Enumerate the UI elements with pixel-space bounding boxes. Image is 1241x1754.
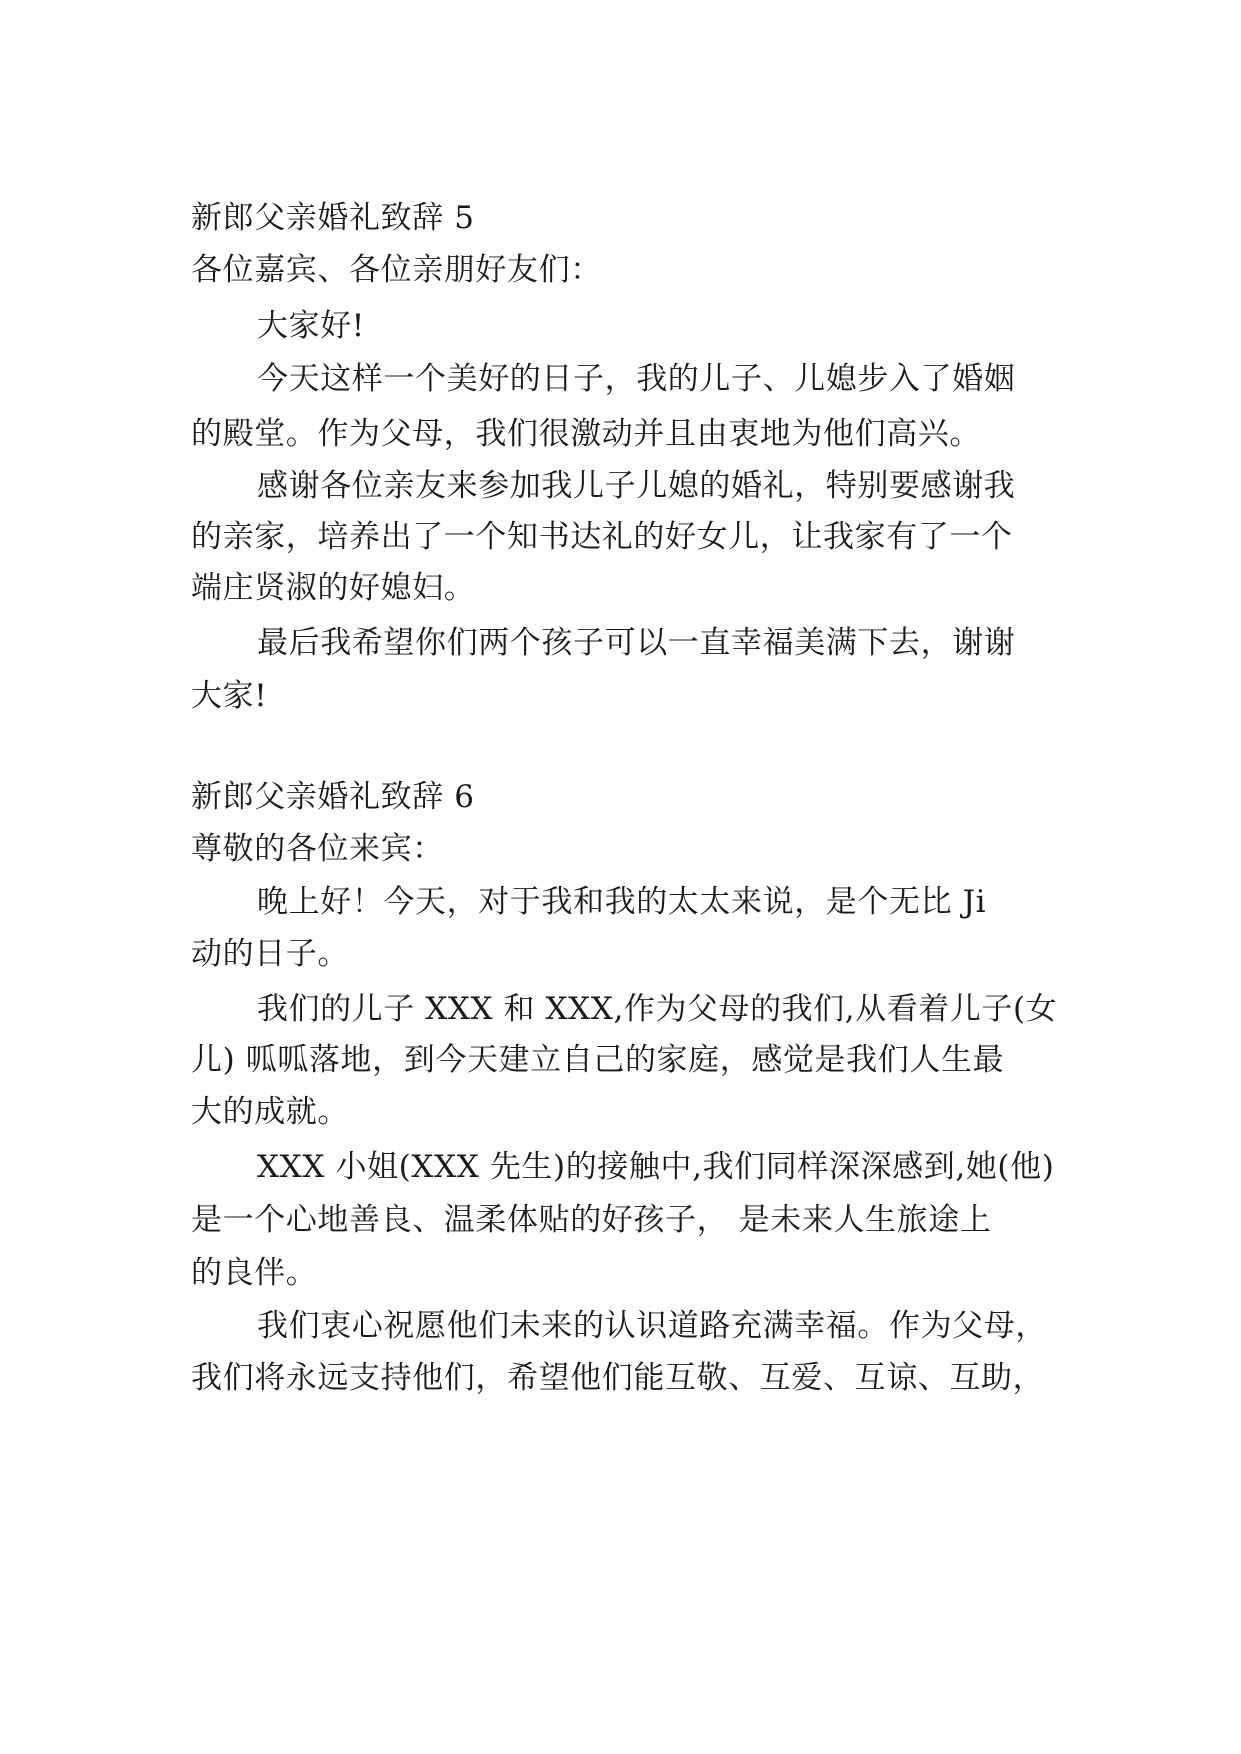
paragraph-line: 最后我希望你们两个孩子可以一直幸福美满下去，谢谢 <box>257 625 1016 661</box>
paragraph-line: 的亲家，培养出了一个知书达礼的好女儿，让我家有了一个 <box>191 519 1013 555</box>
section-title: 新郎父亲婚礼致辞 6 <box>191 779 475 815</box>
paragraph-line: 的殿堂。作为父母，我们很激动并且由衷地为他们高兴。 <box>191 416 981 452</box>
paragraph-line: 我们衷心祝愿他们未来的认识道路充满幸福。作为父母， <box>257 1308 1047 1344</box>
paragraph-line: 儿) 呱呱落地，到今天建立自己的家庭，感觉是我们人生最 <box>191 1042 1005 1078</box>
paragraph-line: XXX 小姐(XXX 先生)的接触中,我们同样深深感到,她(他) <box>257 1149 1055 1185</box>
salutation: 各位嘉宾、各位亲朋好友们： <box>191 252 602 288</box>
paragraph-line: 动的日子。 <box>191 936 349 972</box>
paragraph-line: 大家好! <box>257 308 365 344</box>
section-title: 新郎父亲婚礼致辞 5 <box>191 200 475 236</box>
paragraph-line: 今天这样一个美好的日子，我的儿子、儿媳步入了婚姻 <box>257 361 1016 397</box>
paragraph-line: 是一个心地善良、温柔体贴的好孩子， 是未来人生旅途上 <box>191 1202 992 1238</box>
paragraph-line: 端庄贤淑的好媳妇。 <box>191 570 476 606</box>
salutation: 尊敬的各位来宾： <box>191 831 444 867</box>
paragraph-line: 大的成就。 <box>191 1094 349 1130</box>
paragraph-line: 大家! <box>191 678 268 714</box>
paragraph-line: 晚上好！今天，对于我和我的太太来说，是个无比 Ji <box>257 884 987 920</box>
paragraph-line: 我们的儿子 XXX 和 XXX,作为父母的我们,从看着儿子(女 <box>257 991 1058 1027</box>
paragraph-line: 我们将永远支持他们，希望他们能互敬、互爱、互谅、互助， <box>191 1360 1045 1396</box>
paragraph-line: 的良伴。 <box>191 1255 318 1291</box>
paragraph-line: 感谢各位亲友来参加我儿子儿媳的婚礼，特别要感谢我 <box>257 468 1016 504</box>
